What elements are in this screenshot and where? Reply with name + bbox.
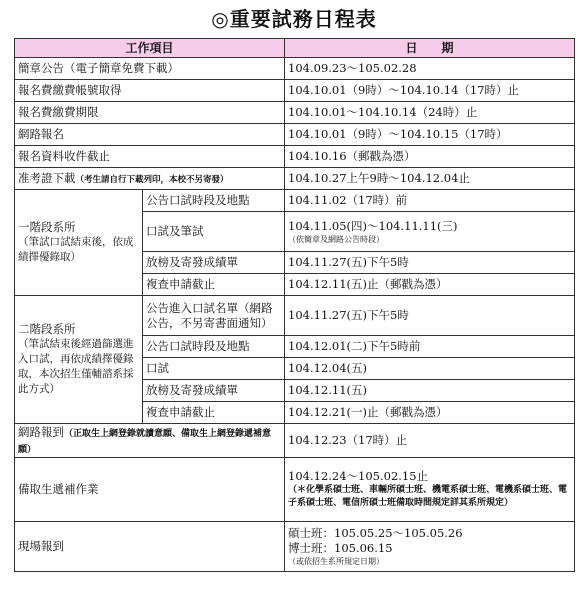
table-row (15, 80, 575, 102)
header-date: 日 期 (285, 39, 575, 58)
date-cell (285, 522, 575, 572)
date-cell: 104.12.11(五) (285, 380, 575, 402)
table-row (15, 296, 575, 336)
task-cell: 放榜及寄發成績單 (143, 380, 285, 402)
date-cell: 104.11.27(五)下午5時 (285, 252, 575, 274)
date-cell: 104.12.11(五)止（郵戳為憑） (285, 274, 575, 296)
table-row (15, 424, 575, 458)
stage2-title: 二階段系所 (18, 322, 76, 336)
task-cell: 公告口試時段及地點 (143, 336, 285, 358)
stage2-cell (15, 296, 143, 424)
task-cell: 報名費繳費期限 (15, 102, 285, 124)
date-cell: 104.12.01(二)下午5時前 (285, 336, 575, 358)
date-cell: 104.10.01（9時）～104.10.14（17時）止 (285, 80, 575, 102)
task-note: （正取生上網登錄就讀意願、備取生上網登錄遞補意願） (18, 428, 272, 455)
task-cell: 報名資料收件截止 (15, 146, 285, 168)
date-note: （或依招生系所規定日期） (288, 557, 385, 566)
table-row (15, 168, 575, 190)
task-cell: 現場報到 (15, 522, 285, 572)
task-cell (15, 168, 285, 190)
table-row (15, 522, 575, 572)
task-cell: 公告進入口試名單（網路公告，不另寄書面通知） (143, 296, 285, 336)
stage2-note: （筆試結束後經過篩選進入口試，再依成績擇優錄取，本次招生僅輔諮系採此方式） (18, 338, 134, 395)
header-task: 工作項目 (15, 39, 285, 58)
date-text: 104.12.24～105.02.15止 (288, 469, 429, 483)
task-cell: 網路報名 (15, 124, 285, 146)
date-text: 104.11.05(四)～104.11.11(三) (288, 218, 458, 233)
page-title: ◎重要試務日程表 (211, 7, 377, 31)
task-cell: 公告口試時段及地點 (143, 190, 285, 212)
task-cell: 放榜及寄發成績單 (143, 252, 285, 274)
task-cell (15, 424, 285, 458)
date-cell: 104.12.04(五) (285, 358, 575, 380)
stage1-cell (15, 190, 143, 296)
table-row (15, 190, 575, 212)
task-note: （考生請自行下載列印，本校不另寄發） (75, 175, 229, 185)
task-cell: 口試 (143, 358, 285, 380)
date-cell: 104.11.02（17時）前 (285, 190, 575, 212)
task-cell: 口試及筆試 (143, 212, 285, 252)
table-row (15, 458, 575, 522)
phd-date: 博士班：105.06.15 (288, 541, 393, 555)
date-note: （依簡章及網路公告時段） (288, 234, 385, 244)
task-label: 准考證下載 (18, 171, 76, 185)
date-cell: 104.09.23～105.02.28 (285, 58, 575, 80)
table-row (15, 124, 575, 146)
task-cell: 報名費繳費帳號取得 (15, 80, 285, 102)
date-cell: 104.10.27上午9時～104.12.04止 (285, 168, 575, 190)
task-cell: 複查申請截止 (143, 274, 285, 296)
task-cell: 複查申請截止 (143, 402, 285, 424)
date-note: （＊化學系碩士班、車輛所碩士班、機電系碩士班、電機系碩士班、電子系碩士班、電信所碩士班備取時間規定詳其系所規定） (288, 485, 568, 508)
stage1-title: 一階段系所 (18, 220, 76, 234)
task-label: 網路報到 (18, 424, 64, 439)
table-header-row (15, 39, 575, 58)
date-cell: 104.10.01～104.10.14（24時）止 (285, 102, 575, 124)
date-cell: 104.12.23（17時）止 (285, 424, 575, 458)
task-cell: 備取生遞補作業 (15, 458, 285, 522)
table-row (15, 102, 575, 124)
stage1-note: （筆試口試結束後，依成績擇優錄取） (18, 236, 134, 263)
date-cell (285, 458, 575, 522)
date-cell: 104.12.21(一)止（郵戳為憑） (285, 402, 575, 424)
table-row (15, 146, 575, 168)
schedule-table (14, 38, 575, 572)
date-cell: 104.10.16（郵戳為憑） (285, 146, 575, 168)
date-cell: 104.10.01（9時）～104.10.15（17時） (285, 124, 575, 146)
master-date: 碩士班：105.05.25～105.05.26 (288, 526, 463, 540)
task-cell: 簡章公告（電子簡章免費下載） (15, 58, 285, 80)
table-row (15, 58, 575, 80)
date-cell: 104.11.27(五)下午5時 (285, 296, 575, 336)
date-cell (285, 212, 575, 252)
